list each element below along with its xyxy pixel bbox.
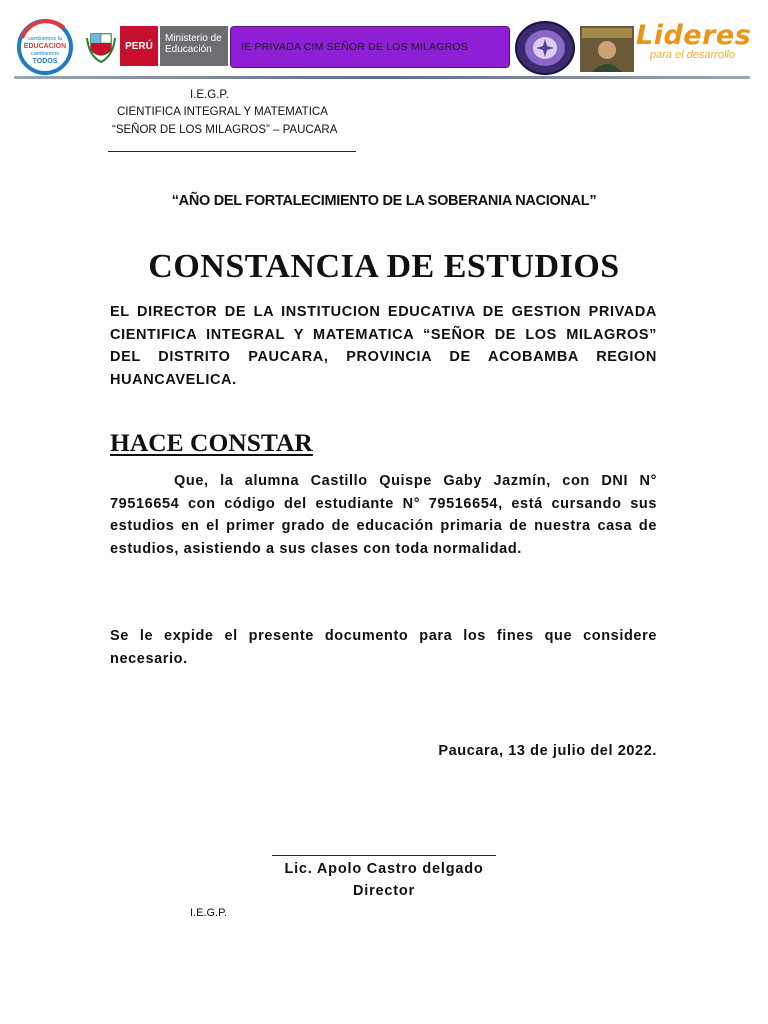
header-rule (108, 151, 356, 152)
signatory-role: Director (353, 883, 415, 899)
signatory-name: Lic. Apolo Castro delgado (284, 861, 484, 877)
closing-paragraph: Se le expide el presente documento para los fines que considere necesario. (110, 628, 657, 667)
ministry-label: Ministerio de Educación (158, 26, 228, 66)
document-date: Paucara, 13 de julio del 2022. (438, 743, 657, 759)
lideres-logo (636, 22, 752, 70)
campaign-logo-icon (14, 18, 76, 76)
footer-abbrev: I.E.G.P. (190, 907, 228, 919)
ministry-logo (84, 26, 229, 66)
lideres-subtitle: para el desarrollo (650, 49, 735, 61)
school-location-line: “SEÑOR DE LOS MILAGROS” – PAUCARA (112, 124, 338, 136)
peru-label: PERÚ (118, 26, 158, 66)
school-name-line: CIENTIFICA INTEGRAL Y MATEMATICA (117, 106, 328, 118)
school-seal-icon (514, 20, 576, 76)
school-abbrev: I.E.G.P. (190, 89, 229, 101)
intro-paragraph: EL DIRECTOR DE LA INSTITUCION EDUCATIVA DE GESTION PRIVADA CIENTIFICA INTEGRAL Y MATEMATICA “SEÑOR DE LOS MILAGROS” DEL DISTRITO PAUCARA, PROVINCIA DE ACOBAMBA REGION HUANCAVELICA. (110, 304, 657, 388)
section-heading: HACE CONSTAR (110, 428, 313, 457)
school-name-banner: IE PRIVADA CIM SEÑOR DE LOS MILAGROS (230, 26, 510, 68)
peru-coat-of-arms-icon (84, 26, 118, 66)
svg-text:TODOS: TODOS (32, 58, 58, 65)
signature-line (272, 855, 496, 856)
year-motto: “AÑO DEL FORTALECIMIENTO DE LA SOBERANIA NACIONAL” (171, 193, 597, 209)
svg-text:cambiemos: cambiemos (30, 51, 60, 57)
portrait-photo-icon (580, 26, 634, 72)
header-divider (14, 76, 750, 79)
lideres-title: Lideres (636, 20, 752, 51)
svg-text:EDUCACION: EDUCACION (23, 43, 67, 50)
document-title: CONSTANCIA DE ESTUDIOS (148, 248, 620, 285)
body-paragraph: Que, la alumna Castillo Quispe Gaby Jazmín, con DNI N° 79516654 con código del estudiante N° 79516654, está cursando sus estudios en el primer grado de educación primaria de nuestra casa de estudios, asistiendo a sus clases con toda normalidad. (110, 473, 657, 557)
svg-text:cambiemos la: cambiemos la (28, 36, 62, 42)
